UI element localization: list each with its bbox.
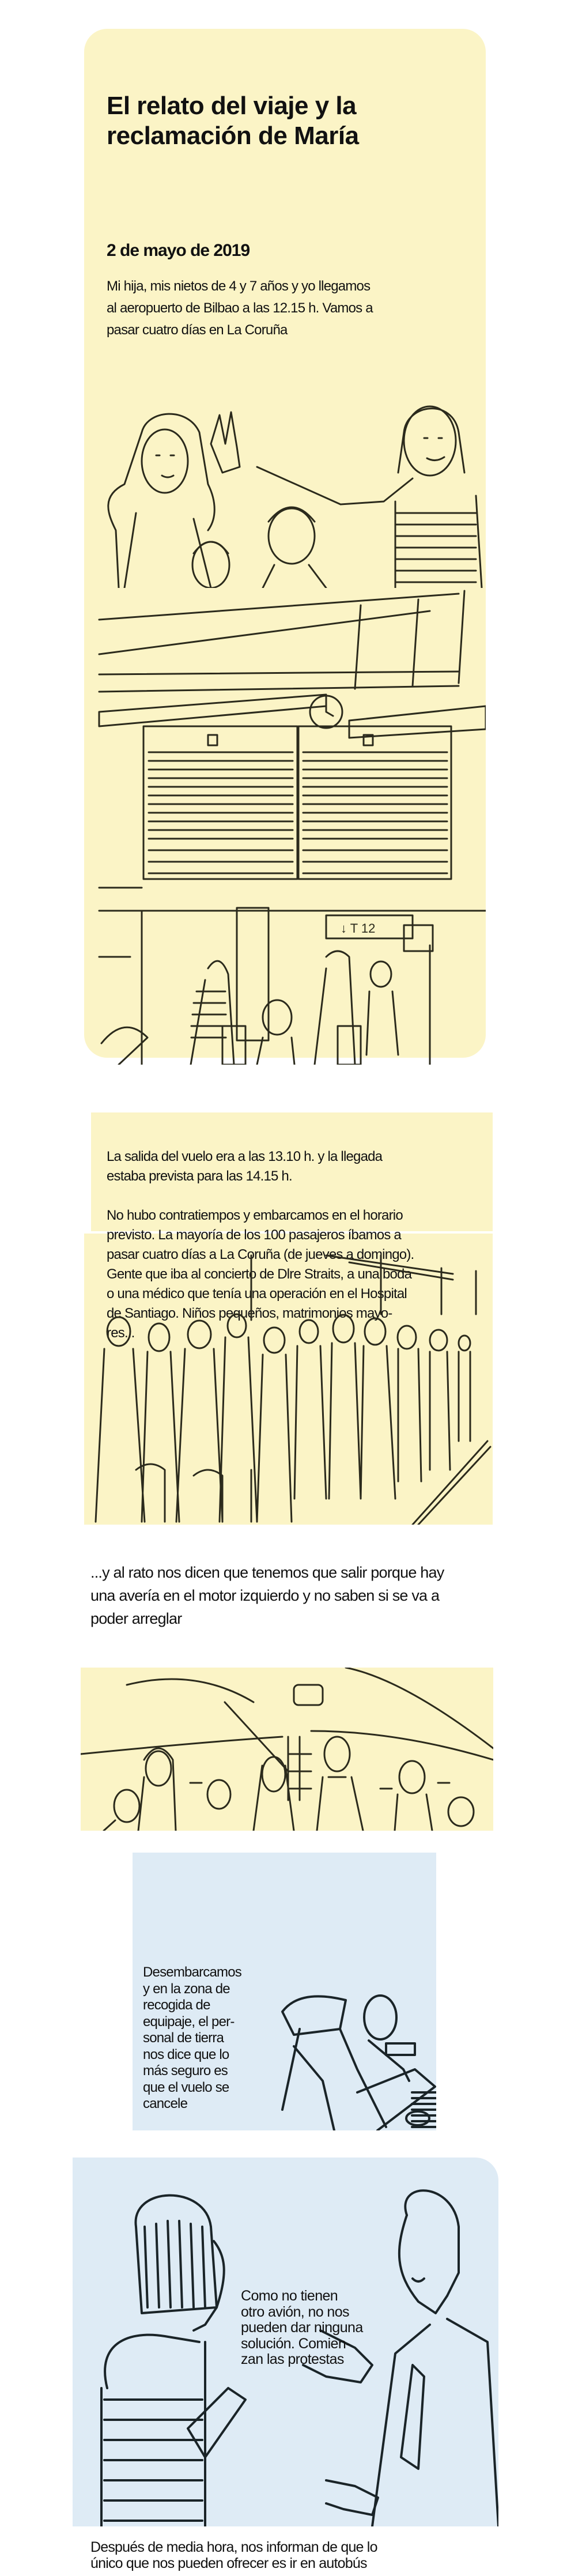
baggage-line: nos dice que lo (143, 2046, 229, 2062)
baggage-line: cancele (143, 2096, 188, 2111)
terminal-illustration (84, 588, 486, 1065)
page-title (107, 91, 452, 151)
family-illustration (84, 398, 486, 588)
boarding-line: de Santiago. Niños pequeños, matrimonios mayo- (107, 1306, 392, 1321)
protests-line: pueden dar ninguna (241, 2319, 363, 2336)
arrival-line: Mi hija, mis nietos de 4 y 7 años y yo llegamos (107, 278, 371, 294)
boarding-line: pasar cuatro días a La Coruña (de jueves a domingo). (107, 1247, 414, 1262)
engine-line: ...y al rato nos dicen que tenemos que salir porque hay (90, 1564, 444, 1581)
baggage-line: recogida de (143, 1997, 210, 2013)
engine-line: una avería en el motor izquierdo y no saben si se va a (90, 1587, 440, 1604)
engine-line: poder arreglar (90, 1610, 182, 1627)
baggage-claim-text (143, 1964, 270, 2113)
protests-line: Como no tienen (241, 2288, 338, 2304)
bus-offer-line: Después de media hora, nos informan de que lo (90, 2539, 377, 2555)
baggage-line: sonal de tierra (143, 2030, 224, 2046)
boarding-line: Gente que iba al concierto de Dlre Straits, a una boda (107, 1266, 412, 1282)
arrival-line: pasar cuatro días en La Coruña (107, 322, 288, 338)
arrival-text (107, 276, 464, 341)
baggage-man-illustration (271, 1989, 436, 2130)
title-line-1: El relato del viaje y la (107, 92, 357, 120)
crowd-illustration (84, 1251, 493, 1525)
boarding-line: res... (107, 1325, 135, 1341)
baggage-line: y en la zona de (143, 1981, 230, 1997)
protests-line: solución. Comien- (241, 2335, 350, 2352)
arrival-line: al aeropuerto de Bilbao a las 12.15 h. Vamos a (107, 300, 373, 316)
protests-text (241, 2288, 385, 2368)
baggage-line: equipaje, el per- (143, 2013, 235, 2030)
protests-line: otro avión, no nos (241, 2303, 349, 2320)
bus-offer-line: único que nos pueden ofrecer es ir en autobús (90, 2555, 367, 2571)
boarding-line: La salida del vuelo era a las 13.10 h. y la llegada (107, 1149, 383, 1164)
boarding-line: estaba prevista para las 14.15 h. (107, 1168, 292, 1184)
title-line-2: reclamación de María (107, 122, 359, 150)
boarding-line: No hubo contratiempos y embarcamos en el horario (107, 1208, 403, 1223)
engine-failure-text (90, 1561, 494, 1630)
bus-offer-text (90, 2539, 505, 2571)
baggage-line: Desembarcamos (143, 1964, 241, 1980)
protests-line: zan las protestas (241, 2351, 344, 2367)
cabin-illustration (81, 1668, 493, 1831)
baggage-line: que el vuelo se (143, 2079, 229, 2095)
story-date: 2 de mayo de 2019 (107, 241, 250, 260)
baggage-line: más seguro es (143, 2063, 228, 2079)
gate-sign: ↓ T 12 (341, 921, 376, 936)
boarding-line: previsto. La mayoría de los 100 pasajeros íbamos a (107, 1227, 401, 1243)
boarding-line: o una médico que tenía una operación en el Hospital (107, 1286, 407, 1302)
